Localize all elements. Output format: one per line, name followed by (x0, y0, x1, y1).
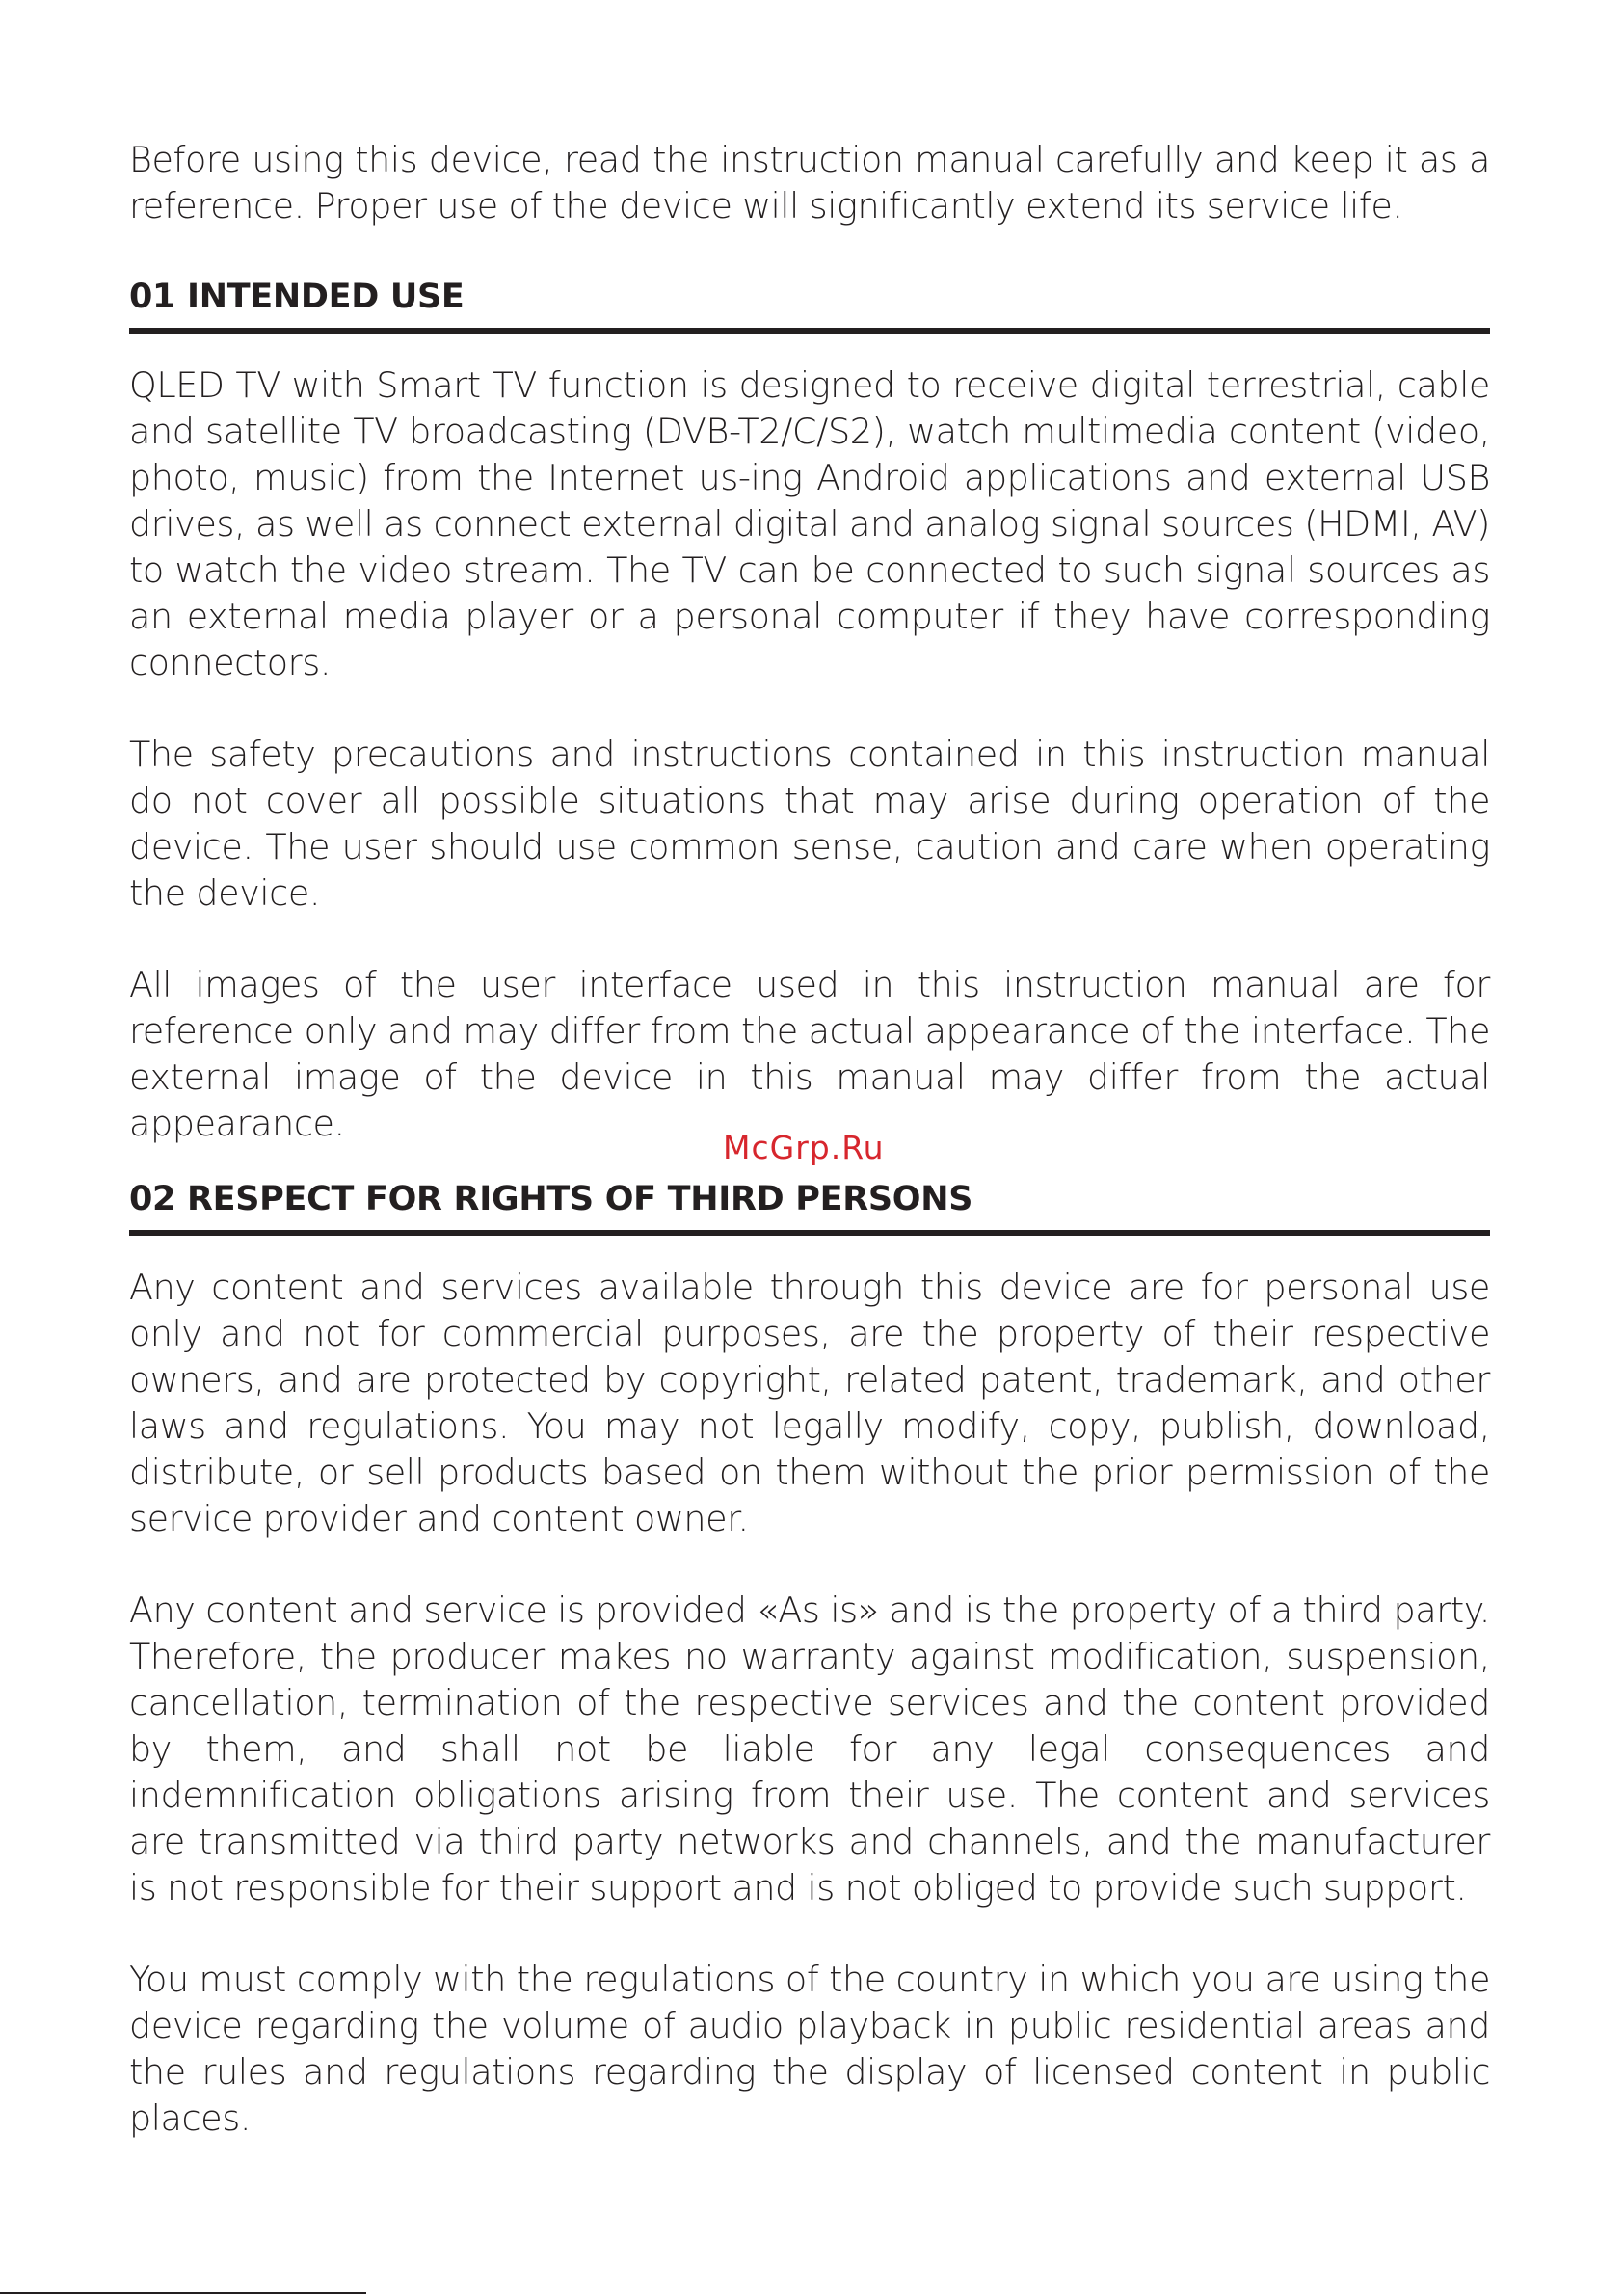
section-third-party-rights (129, 1176, 1490, 2142)
section-divider (129, 1230, 1490, 1236)
paragraph: All images of the user interface used in this instruction manual are for reference only and may differ from the actual appearance of the interface. The external image of the device in this manual may differ from the actual appearance. (129, 964, 1490, 1144)
section-intended-use (129, 274, 1490, 1147)
watermark-logo: McGrp.Ru (723, 1129, 885, 1166)
section-divider (129, 328, 1490, 334)
footer-divider (0, 2292, 366, 2294)
paragraph: Any content and services available through this device are for personal use only and not for commercial purposes, are the property of their respective owners, and are protected by copyright, related patent, trademark, and other laws and regulations. You may not legally modify, copy, publish, download, distribute, or sell products based on them without the prior permission of the service provider and content owner. (129, 1267, 1490, 1539)
paragraph: The safety precautions and instructions contained in this instruction manual do not cover all possible situations that may arise during operation of the device. The user should use common sense, caution and care when operating the device. (129, 734, 1490, 914)
paragraph: You must comply with the regulations of the country in which you are using the device regarding the volume of audio playback in public residential areas and the rules and regulations regarding the display of licensed content in public places. (129, 1959, 1490, 2139)
paragraph: Any content and service is provided «As is» and is the property of a third party. Therefore, the producer makes no warranty against modification, suspension, cancellation, termination of the respective services and the content provided by them, and shall not be liable for any legal consequences and indemnification obligations arising from their use. The content and services are transmitted via third party networks and channels, and the manufacturer is not responsible for their support and is not obliged to provide such support. (129, 1589, 1490, 1909)
section-title: 02 RESPECT FOR RIGHTS OF THIRD PERSONS (129, 1180, 973, 1218)
paragraph: QLED TV with Smart TV function is designed to receive digital terrestrial, cable and satellite TV broadcasting (DVB-T2/C/S2), watch multimedia content (video, photo, music) from the Internet us-ing Android applications and external USB drives, as well as connect external digital and analog signal sources (HDMI, AV) to watch the video stream. The TV can be connected to such signal sources as an external media player or a personal computer if they have corresponding connectors. (129, 364, 1490, 683)
section-title: 01 INTENDED USE (129, 278, 465, 316)
intro-paragraph: Before using this device, read the instruction manual carefully and keep it as a reference. Proper use of the device will significantly extend its service life. (129, 139, 1490, 227)
